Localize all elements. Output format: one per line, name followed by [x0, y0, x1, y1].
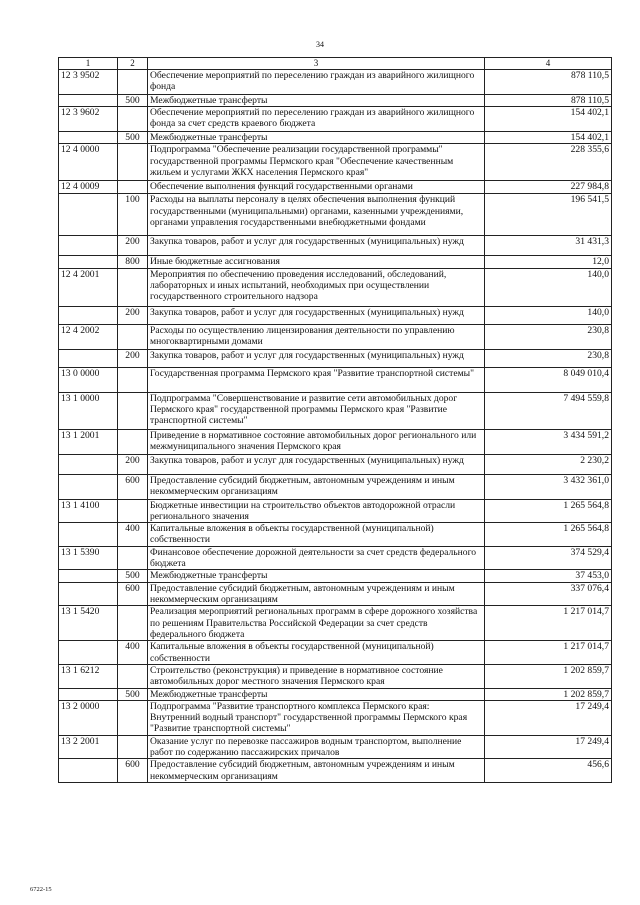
- row-amount: 7 494 559,8: [485, 392, 612, 429]
- table-row: [59, 499, 612, 523]
- table-row: [59, 144, 612, 181]
- row-type: [118, 499, 148, 523]
- row-type: [118, 367, 148, 392]
- row-amount: 230,8: [485, 349, 612, 367]
- row-name: Закупка товаров, работ и услуг для государственных (муниципальных) нужд: [148, 236, 485, 256]
- row-name: Мероприятия по обеспечению проведения исследований, обследований, лабораторных и иных испытаний, необходимых при осуществлении государственного строительного надзора: [148, 268, 485, 306]
- row-type: 600: [118, 474, 148, 499]
- table-row: [59, 700, 612, 735]
- row-code: 13 0 0000: [59, 367, 118, 392]
- row-type: 200: [118, 306, 148, 324]
- row-type: 500: [118, 570, 148, 582]
- row-type: 400: [118, 641, 148, 665]
- row-type: [118, 144, 148, 181]
- row-code: 12 4 2002: [59, 324, 118, 349]
- row-amount: 37 453,0: [485, 570, 612, 582]
- row-name: Расходы по осуществлению лицензирования деятельности по управлению многоквартирными домами: [148, 324, 485, 349]
- row-type: [118, 324, 148, 349]
- row-amount: 154 402,1: [485, 106, 612, 131]
- table-row: [59, 236, 612, 256]
- row-amount: 2 230,2: [485, 454, 612, 474]
- row-type: 500: [118, 94, 148, 106]
- row-amount: 230,8: [485, 324, 612, 349]
- table-row: [59, 106, 612, 131]
- row-code: [59, 474, 118, 499]
- table-row: [59, 641, 612, 665]
- row-type: 200: [118, 454, 148, 474]
- row-type: 500: [118, 131, 148, 143]
- row-amount: 878 110,5: [485, 69, 612, 94]
- row-code: [59, 194, 118, 236]
- header-col-1: 1: [59, 58, 118, 70]
- row-code: [59, 641, 118, 665]
- row-name: Подпрограмма "Развитие транспортного комплекса Пермского края: Внутренний водный транспорт" государственной программы Пермского края "Развитие транспортной системы": [148, 700, 485, 735]
- row-name: Подпрограмма "Обеспечение реализации государственной программы" государственной программы Пермского края "Обеспечение качественным жильем и услугами ЖКХ населения Пермского края": [148, 144, 485, 181]
- row-amount: 140,0: [485, 306, 612, 324]
- row-amount: 154 402,1: [485, 131, 612, 143]
- row-amount: 1 202 859,7: [485, 688, 612, 700]
- table-row: [59, 392, 612, 429]
- row-name: Капитальные вложения в объекты государственной (муниципальной) собственности: [148, 523, 485, 547]
- page-number: 34: [316, 40, 324, 49]
- row-name: Межбюджетные трансферты: [148, 688, 485, 700]
- row-code: 13 2 2001: [59, 735, 118, 759]
- row-amount: 227 984,8: [485, 181, 612, 194]
- row-name: Капитальные вложения в объекты государственной (муниципальной) собственности: [148, 641, 485, 665]
- row-name: Иные бюджетные ассигнования: [148, 256, 485, 268]
- row-amount: 1 265 564,8: [485, 499, 612, 523]
- row-type: [118, 268, 148, 306]
- table-row: [59, 454, 612, 474]
- row-code: 13 1 2001: [59, 429, 118, 454]
- row-code: [59, 523, 118, 547]
- row-code: [59, 306, 118, 324]
- table-row: [59, 69, 612, 94]
- row-type: [118, 664, 148, 688]
- row-type: [118, 429, 148, 454]
- row-code: [59, 131, 118, 143]
- table-row: [59, 582, 612, 606]
- row-code: 13 1 5420: [59, 606, 118, 641]
- row-amount: 8 049 010,4: [485, 367, 612, 392]
- row-type: 600: [118, 582, 148, 606]
- row-name: Предоставление субсидий бюджетным, автономным учреждениям и иным некоммерческим организациям: [148, 759, 485, 783]
- row-code: 12 4 0000: [59, 144, 118, 181]
- row-type: 200: [118, 349, 148, 367]
- row-name: Обеспечение мероприятий по переселению граждан из аварийного жилищного фонда: [148, 69, 485, 94]
- row-code: 13 1 4100: [59, 499, 118, 523]
- table-row: [59, 181, 612, 194]
- row-amount: 374 529,4: [485, 546, 612, 570]
- row-name: Межбюджетные трансферты: [148, 131, 485, 143]
- row-name: Строительство (реконструкция) и приведение в нормативное состояние автомобильных дорог местного значения Пермского края: [148, 664, 485, 688]
- row-name: Обеспечение выполнения функций государственными органами: [148, 181, 485, 194]
- row-code: [59, 454, 118, 474]
- row-name: Межбюджетные трансферты: [148, 94, 485, 106]
- row-name: Приведение в нормативное состояние автомобильных дорог регионального или межмуниципального значения Пермского края: [148, 429, 485, 454]
- row-amount: 140,0: [485, 268, 612, 306]
- row-name: Предоставление субсидий бюджетным, автономным учреждениям и иным некоммерческим организациям: [148, 582, 485, 606]
- table-row: [59, 131, 612, 143]
- row-name: Закупка товаров, работ и услуг для государственных (муниципальных) нужд: [148, 306, 485, 324]
- row-type: [118, 606, 148, 641]
- row-type: [118, 546, 148, 570]
- budget-table: [58, 57, 612, 783]
- footer-code: 6722-15: [30, 886, 52, 893]
- row-type: [118, 106, 148, 131]
- row-type: 500: [118, 688, 148, 700]
- row-amount: 878 110,5: [485, 94, 612, 106]
- table-row: [59, 429, 612, 454]
- row-code: [59, 349, 118, 367]
- row-code: [59, 236, 118, 256]
- row-type: [118, 392, 148, 429]
- row-code: 12 4 2001: [59, 268, 118, 306]
- header-col-3: 3: [148, 58, 485, 70]
- table-body: [59, 69, 612, 782]
- row-name: Обеспечение мероприятий по переселению граждан из аварийного жилищного фонда за счет средств краевого бюджета: [148, 106, 485, 131]
- row-amount: 337 076,4: [485, 582, 612, 606]
- row-code: [59, 688, 118, 700]
- row-amount: 196 541,5: [485, 194, 612, 236]
- row-code: [59, 256, 118, 268]
- row-name: Межбюджетные трансферты: [148, 570, 485, 582]
- header-col-2: 2: [118, 58, 148, 70]
- table-header: [59, 58, 612, 70]
- row-amount: 3 434 591,2: [485, 429, 612, 454]
- row-name: Бюджетные инвестиции на строительство объектов автодорожной отрасли регионального значения: [148, 499, 485, 523]
- row-code: 12 3 9602: [59, 106, 118, 131]
- table-row: [59, 194, 612, 236]
- table-row: [59, 546, 612, 570]
- table-row: [59, 324, 612, 349]
- table-row: [59, 306, 612, 324]
- table-row: [59, 606, 612, 641]
- row-name: Предоставление субсидий бюджетным, автономным учреждениям и иным некоммерческим организациям: [148, 474, 485, 499]
- table-row: [59, 523, 612, 547]
- row-amount: 1 217 014,7: [485, 641, 612, 665]
- row-name: Подпрограмма "Совершенствование и развитие сети автомобильных дорог Пермского края" государственной программы Пермского края "Развитие транспортной системы": [148, 392, 485, 429]
- row-type: 100: [118, 194, 148, 236]
- row-type: [118, 181, 148, 194]
- row-type: [118, 700, 148, 735]
- row-amount: 228 355,6: [485, 144, 612, 181]
- row-name: Финансовое обеспечение дорожной деятельности за счет средств федерального бюджета: [148, 546, 485, 570]
- row-code: 13 1 6212: [59, 664, 118, 688]
- row-code: 13 2 0000: [59, 700, 118, 735]
- row-amount: 1 217 014,7: [485, 606, 612, 641]
- row-amount: 1 202 859,7: [485, 664, 612, 688]
- table-row: [59, 349, 612, 367]
- row-amount: 456,6: [485, 759, 612, 783]
- row-amount: 17 249,4: [485, 700, 612, 735]
- table-row: [59, 735, 612, 759]
- row-type: 400: [118, 523, 148, 547]
- table-row: [59, 94, 612, 106]
- row-amount: 1 265 564,8: [485, 523, 612, 547]
- row-amount: 3 432 361,0: [485, 474, 612, 499]
- table-row: [59, 474, 612, 499]
- row-code: 12 3 9502: [59, 69, 118, 94]
- row-name: Государственная программа Пермского края "Развитие транспортной системы": [148, 367, 485, 392]
- row-name: Закупка товаров, работ и услуг для государственных (муниципальных) нужд: [148, 454, 485, 474]
- row-name: Расходы на выплаты персоналу в целях обеспечения выполнения функций государственными (муниципальными) органами, казенными учреждениями, органами управления государственными внебюджетными фондами: [148, 194, 485, 236]
- row-type: 200: [118, 236, 148, 256]
- row-code: 12 4 0009: [59, 181, 118, 194]
- row-name: Оказание услуг по перевозке пассажиров водным транспортом, выполнение работ по содержанию пассажирских причалов: [148, 735, 485, 759]
- table-row: [59, 367, 612, 392]
- row-amount: 31 431,3: [485, 236, 612, 256]
- header-col-4: 4: [485, 58, 612, 70]
- table-row: [59, 664, 612, 688]
- table-row: [59, 688, 612, 700]
- row-type: 800: [118, 256, 148, 268]
- row-amount: 17 249,4: [485, 735, 612, 759]
- table-row: [59, 570, 612, 582]
- table-row: [59, 256, 612, 268]
- row-code: 13 1 0000: [59, 392, 118, 429]
- row-type: 600: [118, 759, 148, 783]
- row-code: [59, 570, 118, 582]
- row-type: [118, 69, 148, 94]
- row-code: [59, 94, 118, 106]
- row-type: [118, 735, 148, 759]
- row-name: Реализация мероприятий региональных программ в сфере дорожного хозяйства по решениям Правительства Российской Федерации за счет средств федерального бюджета: [148, 606, 485, 641]
- row-amount: 12,0: [485, 256, 612, 268]
- row-name: Закупка товаров, работ и услуг для государственных (муниципальных) нужд: [148, 349, 485, 367]
- row-code: [59, 582, 118, 606]
- table-row: [59, 268, 612, 306]
- row-code: 13 1 5390: [59, 546, 118, 570]
- table-row: [59, 759, 612, 783]
- row-code: [59, 759, 118, 783]
